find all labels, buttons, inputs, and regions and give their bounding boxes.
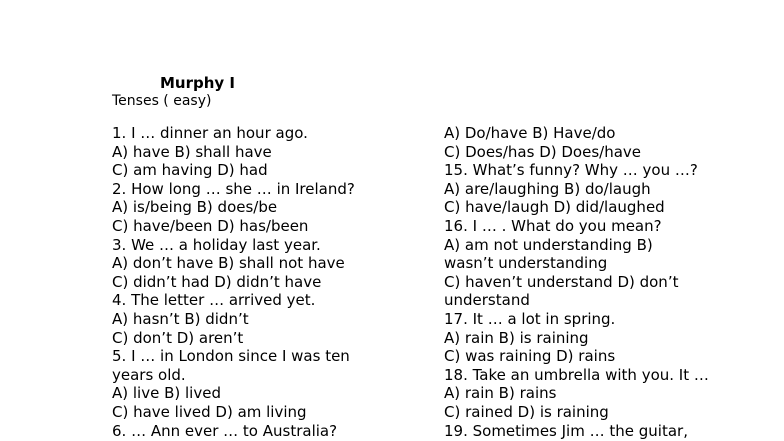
document-title: Murphy I — [160, 74, 235, 92]
text-line: 17. It … a lot in spring. — [444, 309, 616, 328]
text-line: years old. — [112, 365, 186, 384]
text-line: wasn’t understanding — [444, 254, 608, 273]
text-line: C) don’t D) aren’t — [112, 328, 244, 347]
text-line: C) didn’t had D) didn’t have — [112, 272, 322, 291]
text-line: 2. How long … she … in Ireland? — [112, 179, 355, 198]
text-line: 15. What’s funny? Why … you …? — [444, 161, 698, 180]
text-line: understand — [444, 291, 530, 310]
text-line: A) hasn’t B) didn’t — [112, 309, 249, 328]
text-line: 5. I … in London since I was ten — [112, 347, 350, 366]
text-line: A) rain B) is raining — [444, 328, 589, 347]
text-line: 6. … Ann ever … to Australia? — [112, 421, 338, 440]
text-line: 19. Sometimes Jim … the guitar, — [444, 421, 688, 440]
document-subtitle: Tenses ( easy) — [112, 93, 212, 109]
text-line: C) have/been D) has/been — [112, 216, 309, 235]
text-line: C) haven’t understand D) don’t — [444, 272, 679, 291]
text-line: C) rained D) is raining — [444, 402, 609, 421]
text-line: 1. I … dinner an hour ago. — [112, 124, 308, 142]
text-line: C) am having D) had — [112, 161, 268, 180]
text-line: 4. The letter … arrived yet. — [112, 291, 316, 310]
text-line: A) rain B) rains — [444, 384, 557, 403]
text-line: C) Does/has D) Does/have — [444, 142, 641, 161]
text-line: A) live B) lived — [112, 384, 221, 403]
text-line: A) have B) shall have — [112, 142, 272, 161]
text-line: C) have lived D) am living — [112, 402, 307, 421]
text-line: C) was raining D) rains — [444, 347, 616, 366]
left-column — [112, 124, 430, 440]
text-line: 3. We … a holiday last year. — [112, 235, 321, 254]
text-line: 16. I … . What do you mean? — [444, 216, 662, 235]
right-column — [444, 124, 774, 440]
text-line: A) is/being B) does/be — [112, 198, 278, 217]
text-line: C) have/laugh D) did/laughed — [444, 198, 665, 217]
text-line: A) are/laughing B) do/laugh — [444, 179, 651, 198]
text-line: 18. Take an umbrella with you. It … — [444, 365, 709, 384]
text-line: A) am not understanding B) — [444, 235, 653, 254]
text-line: A) Do/have B) Have/do — [444, 124, 616, 142]
text-line: A) don’t have B) shall not have — [112, 254, 345, 273]
